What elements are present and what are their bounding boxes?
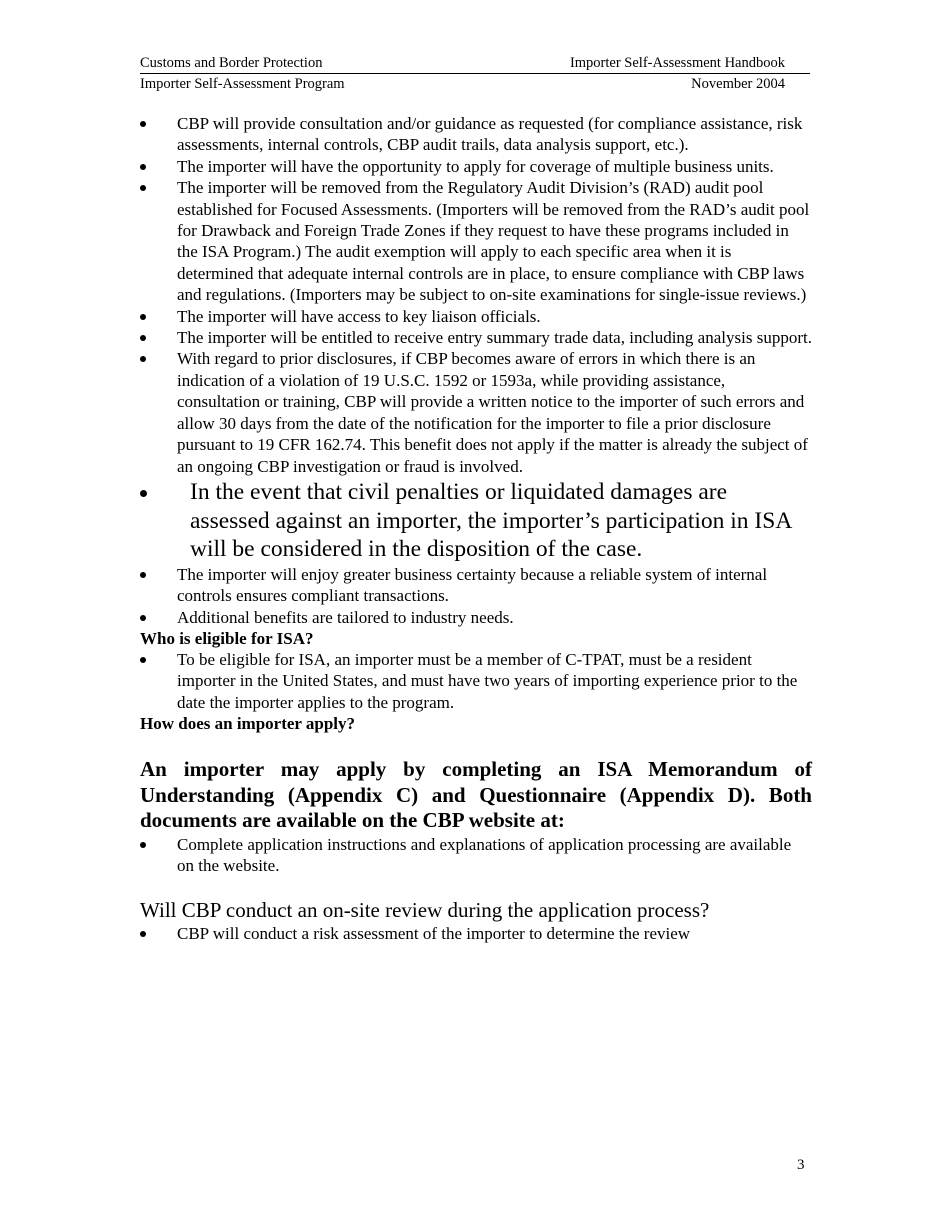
bullet-icon <box>140 314 146 320</box>
running-header-top <box>140 55 785 72</box>
header-handbook-title: Importer Self-Assessment Handbook <box>569 55 785 71</box>
bullet-icon <box>140 356 146 362</box>
bullet-icon <box>140 657 146 663</box>
running-header-bottom <box>140 76 785 93</box>
list-item: The importer will have the opportunity to apply for coverage of multiple business units. <box>140 156 812 177</box>
bullet-icon <box>140 164 146 170</box>
bullet-icon <box>140 572 146 578</box>
list-item: The importer will be entitled to receive entry summary trade data, including analysis support. <box>140 327 812 348</box>
apply-heading: How does an importer apply? <box>140 714 356 734</box>
list-item: The importer will enjoy greater business certainty because a reliable system of internal controls ensures compliant transactions. <box>140 564 812 607</box>
bullet-icon <box>140 185 146 191</box>
apply-paragraph: An importer may apply by completing an ISA Memorandum of Understanding (Appendix C) and Questionnaire (Appendix D). Both documents are available on the CBP website at: <box>140 757 812 833</box>
bullet-icon <box>140 615 146 621</box>
list-item: With regard to prior disclosures, if CBP becomes aware of errors in which there is an indication of a violation of 19 U.S.C. 1592 or 1593a, while providing assistance, consultation or training, CBP will provide a written notice to the importer of such errors and allow 30 days from the date of the notification for the importer to file a prior disclosure pursuant to 19 CFR 162.74. This benefit does not apply if the matter is already the subject of an ongoing CBP investigation or fraud is involved. <box>140 348 812 476</box>
bullet-icon <box>140 121 146 127</box>
page-number: 3 <box>797 1157 805 1173</box>
eligibility-list <box>140 649 812 713</box>
list-item: The importer will be removed from the Regulatory Audit Division’s (RAD) audit pool established for Focused Assessments. (Importers will be removed from the RAD’s audit pool for Drawback and Foreign Trade Zones if they request to have these programs included in the ISA Program.) The audit exemption will apply to each specific area when it is determined that adequate internal controls are in place, to ensure compliance with CBP laws and regulations. (Importers may be subject to on-site examinations for single-issue reviews.) <box>140 177 812 305</box>
list-item: CBP will conduct a risk assessment of the importer to determine the review <box>140 923 812 944</box>
header-agency: Customs and Border Protection <box>140 55 323 71</box>
benefits-list <box>140 113 812 628</box>
list-item: The importer will have access to key liaison officials. <box>140 306 812 327</box>
list-item: In the event that civil penalties or liquidated damages are assessed against an importer, the importer’s participation in ISA will be considered in the disposition of the case. <box>140 478 812 564</box>
bullet-icon <box>140 842 146 848</box>
review-list <box>140 923 812 944</box>
list-item: Additional benefits are tailored to industry needs. <box>140 607 812 628</box>
list-item: CBP will provide consultation and/or guidance as requested (for compliance assistance, risk assessments, internal controls, CBP audit trails, data analysis support, etc.). <box>140 113 812 156</box>
bullet-icon <box>140 490 147 497</box>
bullet-icon <box>140 335 146 341</box>
page-content <box>140 113 812 945</box>
list-item: Complete application instructions and explanations of application processing are available on the website. <box>140 834 812 877</box>
apply-list <box>140 834 812 877</box>
list-item: To be eligible for ISA, an importer must be a member of C-TPAT, must be a resident importer in the United States, and must have two years of importing experience prior to the date the importer applies to the program. <box>140 649 812 713</box>
eligibility-heading: Who is eligible for ISA? <box>140 628 314 648</box>
bullet-icon <box>140 931 146 937</box>
review-heading: Will CBP conduct an on-site review during the application process? <box>140 898 710 923</box>
header-date: November 2004 <box>691 76 785 92</box>
header-rule <box>140 73 810 74</box>
header-program: Importer Self-Assessment Program <box>140 76 345 92</box>
